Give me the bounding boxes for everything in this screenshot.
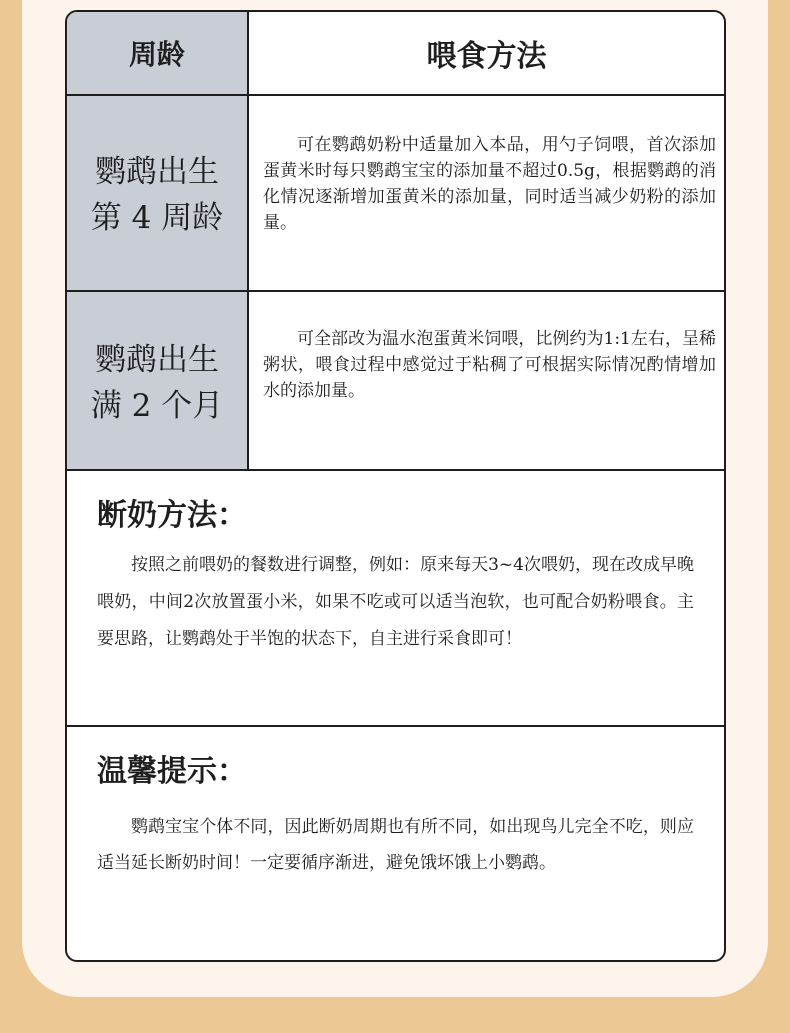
age-cell bbox=[67, 96, 249, 290]
age-line-2: 满 2 个月 bbox=[90, 387, 224, 424]
tips-section bbox=[67, 727, 724, 960]
method-text: 可全部改为温水泡蛋黄米饲喂，比例约为1:1左右，呈稀粥状，喂食过程中感觉过于粘稠了可根据实际情况酌情增加水的添加量。 bbox=[263, 329, 716, 401]
table-row bbox=[67, 96, 724, 292]
feeding-guide-card bbox=[65, 10, 726, 962]
age-line-2: 第 4 周龄 bbox=[90, 200, 224, 236]
tips-body: 鹦鹉宝宝个体不同，因此断奶周期也有所不同，如出现鸟儿完全不吃，则应适当延长断奶时间！一定要循序渐进，避免饿坏饿上小鹦鹉。 bbox=[97, 817, 694, 873]
method-text: 可在鹦鹉奶粉中适量加入本品，用勺子饲喂，首次添加蛋黄米时每只鹦鹉宝宝的添加量不超过0.5g，根据鹦鹉的消化情况逐渐增加蛋黄米的添加量，同时适当减少奶粉的添加量。 bbox=[263, 135, 716, 233]
age-cell bbox=[67, 292, 249, 469]
method-cell bbox=[249, 292, 724, 469]
weaning-title: 断奶方法： bbox=[97, 498, 247, 533]
table-header-row bbox=[67, 12, 724, 96]
age-line-1: 鹦鹉出生 bbox=[95, 341, 219, 378]
weaning-body: 按照之前喂奶的餐数进行调整，例如：原来每天3~4次喂奶，现在改成早晚喂奶，中间2次放置蛋小米，如果不吃或可以适当泡软，也可配合奶粉喂食。主要思路，让鹦鹉处于半饱的状态下，自主进行采食即可！ bbox=[97, 555, 694, 649]
weaning-section bbox=[67, 471, 724, 727]
age-column-header: 周龄 bbox=[67, 12, 249, 94]
method-column-header: 喂食方法 bbox=[426, 39, 547, 74]
table-row bbox=[67, 292, 724, 471]
method-cell bbox=[249, 96, 724, 290]
age-line-1: 鹦鹉出生 bbox=[95, 154, 219, 190]
tips-title: 温馨提示： bbox=[97, 754, 247, 789]
